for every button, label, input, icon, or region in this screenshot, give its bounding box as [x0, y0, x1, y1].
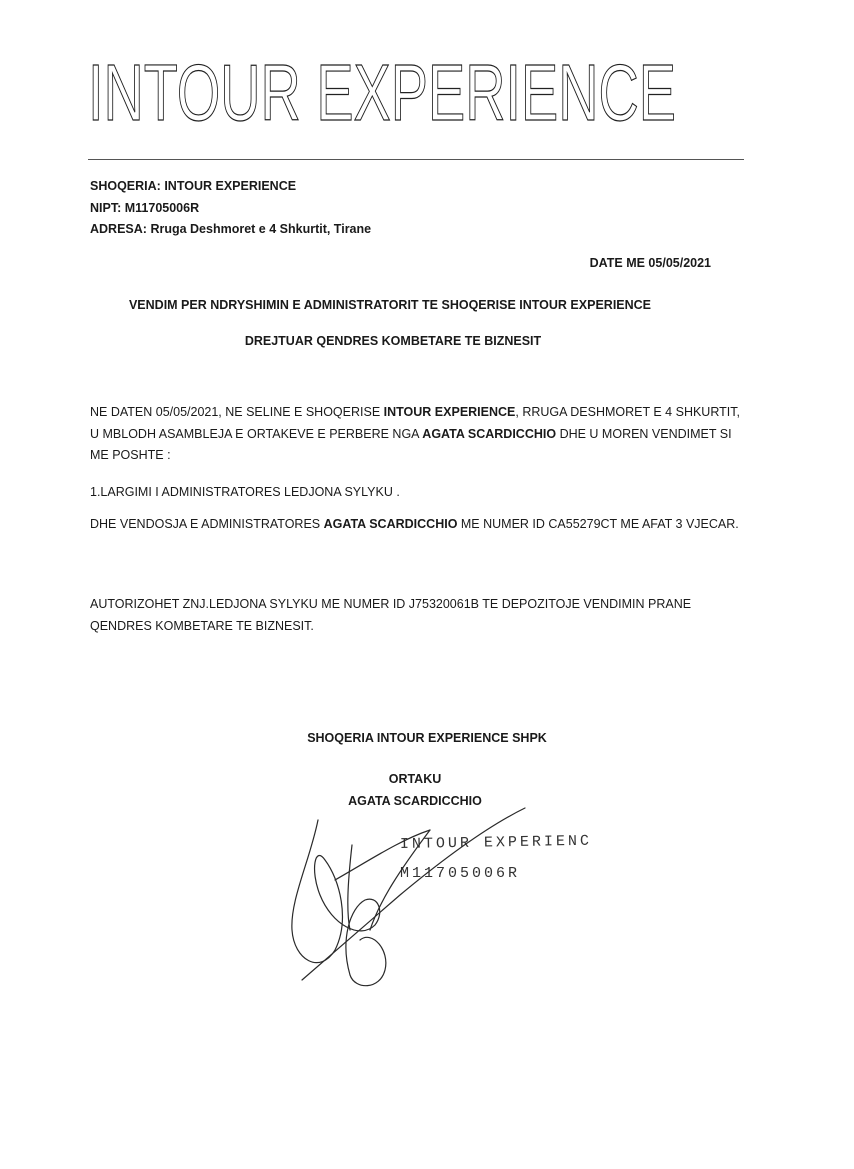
p1-text-1: NE DATEN 05/05/2021, NE SELINE E SHOQERISE: [90, 405, 384, 419]
p3-text-2: ME NUMER ID CA55279CT ME AFAT 3 VJECAR.: [457, 517, 739, 531]
company-name-line: [90, 176, 371, 198]
p1-company-name: INTOUR EXPERIENCE: [383, 405, 516, 419]
company-info: [90, 176, 371, 241]
p1-text-2: , RRUGA DESHMORET E 4 SHKURTIT, U MBLODH ASAMBLEJA E ORTAKEVE E PERBERE NGA: [90, 405, 740, 441]
stamp-line-nipt: M11705006R: [400, 865, 521, 882]
company-address-value: Rruga Deshmoret e 4 Shkurtit, Tirane: [150, 222, 372, 236]
paragraph-appointment: [90, 514, 740, 536]
paragraph-dismissal: 1.LARGIMI I ADMINISTRATORES LEDJONA SYLYKU .: [90, 485, 400, 499]
signature-name: AGATA SCARDICCHIO: [348, 794, 482, 808]
p3-text-1: DHE VENDOSJA E ADMINISTRATORES: [90, 517, 324, 531]
company-nipt-value: M11705006R: [124, 200, 200, 215]
paragraph-authorization: AUTORIZOHET ZNJ.LEDJONA SYLYKU ME NUMER ID J75320061B TE DEPOZITOJE VENDIMIN PRANE QENDRES KOMBETARE TE BIZNESIT.: [90, 597, 692, 633]
company-address-label: ADRESA:: [90, 222, 147, 236]
p1-text-3: DHE U MOREN VENDIMET SI ME POSHTE :: [90, 426, 732, 462]
p1-partner-name: AGATA SCARDICCHIO: [422, 426, 557, 441]
signature-company: SHOQERIA INTOUR EXPERIENCE SHPK: [307, 731, 547, 745]
company-name-label: SHOQERIA:: [90, 179, 161, 193]
p3-administrator-name: AGATA SCARDICCHIO: [323, 517, 458, 531]
document-title: VENDIM PER NDRYSHIMIN E ADMINISTRATORIT TE SHOQERISE INTOUR EXPERIENCE: [128, 298, 652, 312]
paragraph-meeting: [90, 402, 740, 467]
company-nipt-label: NIPT:: [90, 200, 122, 215]
signature-role: ORTAKU: [388, 772, 442, 786]
stamp-line-company: INTOUR EXPERIENC: [399, 832, 593, 853]
document-subtitle: DREJTUAR QENDRES KOMBETARE TE BIZNESIT: [244, 334, 542, 348]
company-address-line: [90, 219, 371, 241]
document-date: DATE ME 05/05/2021: [589, 256, 711, 270]
company-logo: [88, 40, 688, 137]
handwritten-signature: [280, 800, 540, 1000]
company-name-value: INTOUR EXPERIENCE: [164, 179, 297, 193]
company-nipt-line: [90, 198, 371, 220]
logo-text: INTOUR EXPERIENCE: [88, 48, 676, 137]
header-divider: [88, 159, 744, 160]
